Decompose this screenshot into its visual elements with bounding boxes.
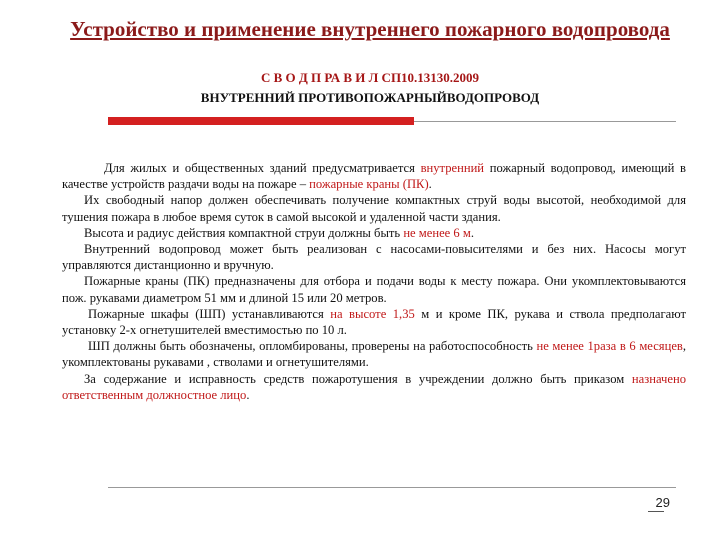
highlight-span: не менее 6 м bbox=[403, 225, 471, 240]
paragraph bbox=[62, 371, 686, 403]
paragraph bbox=[62, 306, 686, 338]
highlight-span: пожарные краны (ПК) bbox=[309, 177, 429, 192]
text-span: Внутренний водопровод может быть реализован с насосами-повысителями и без них. Насосы могут управляются дистанционно и вручную. bbox=[62, 242, 686, 273]
paragraph bbox=[62, 160, 686, 192]
text-span: пожарный водопровод, имеющий в качестве устройств раздачи воды на пожаре – bbox=[62, 161, 686, 192]
text-span: За содержание и исправность средств пожаротушения в учреждении должно быть приказом bbox=[84, 371, 632, 386]
text-span: . bbox=[428, 177, 432, 192]
page-number: 29 bbox=[655, 495, 670, 510]
text-span: . bbox=[470, 225, 474, 240]
slide-body bbox=[62, 160, 686, 403]
header-divider bbox=[108, 121, 676, 122]
text-span: . bbox=[246, 387, 250, 402]
page-number-underline bbox=[648, 511, 664, 512]
text-span: м и кроме ПК, рукава и ствола предполагают установку 2-х огнетушителей вместимостью по 10 л. bbox=[62, 306, 687, 338]
paragraph bbox=[62, 192, 686, 224]
footer-divider bbox=[108, 487, 676, 488]
text-span: Высота и радиус действия компактной струи должны быть bbox=[84, 225, 404, 240]
code-reference: С В О Д П РА В И Л СП10.13130.2009 bbox=[260, 70, 480, 85]
text-span: ШП должны быть обозначены, опломбированы, проверены на работоспособность bbox=[88, 339, 537, 354]
text-span: Их свободный напор должен обеспечивать получение компактных струй воды высотой, необходимой для тушения пожара в любое время суток в самой высокой и удаленной части здания. bbox=[62, 193, 686, 224]
highlight-span: не менее 1раза в 6 месяцев bbox=[536, 339, 683, 354]
paragraph bbox=[62, 273, 686, 305]
text-span: Пожарные шкафы (ШП) устанавливаются bbox=[88, 306, 331, 321]
section-heading: ВНУТРЕННИЙ ПРОТИВОПОЖАРНЫЙВОДОПРОВОД bbox=[200, 90, 540, 105]
highlight-span: назначено ответственным должностное лицо bbox=[62, 371, 686, 402]
slide-title: Устройство и применение внутреннего пожарного водопровода bbox=[70, 17, 670, 41]
highlight-span: на высоте 1,35 bbox=[330, 306, 415, 321]
paragraph bbox=[62, 241, 686, 273]
paragraph bbox=[62, 225, 686, 241]
text-span: Пожарные краны (ПК) предназначены для отбора и подачи воды к месту пожара. Они укомплектовываются пож. рукавами диаметром 51 мм и длиной 15 или 20 метров. bbox=[62, 274, 686, 305]
paragraph bbox=[62, 338, 686, 370]
highlight-span: внутренний bbox=[420, 161, 485, 175]
text-span: Для жилых и общественных зданий предусматривается bbox=[104, 161, 421, 175]
text-span: , укомплектованы рукавами , стволами и огнетушителями. bbox=[62, 339, 687, 370]
header-accent-bar bbox=[108, 117, 414, 125]
